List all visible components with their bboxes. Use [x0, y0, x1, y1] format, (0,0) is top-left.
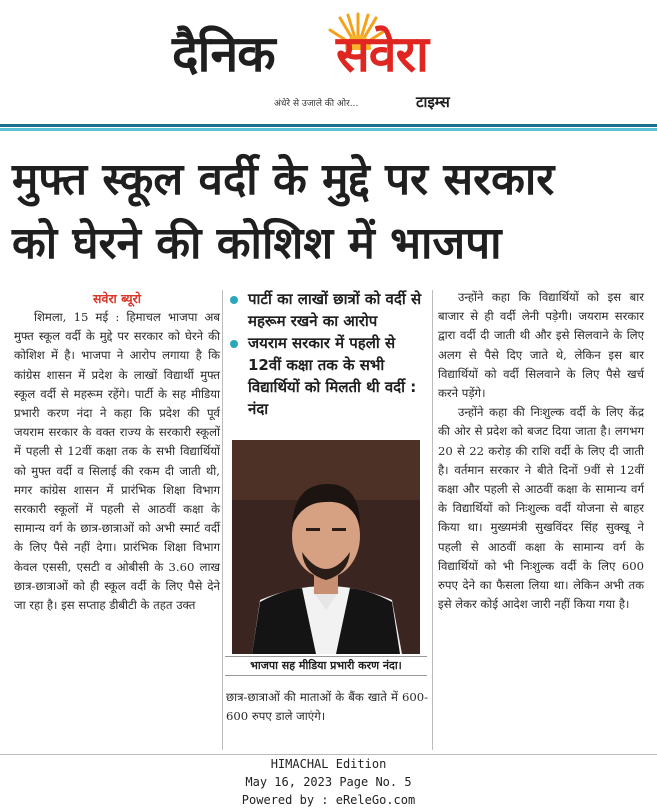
masthead-rule: [0, 124, 657, 127]
photo-caption: भाजपा सह मीडिया प्रभारी करण नंदा।: [225, 656, 427, 676]
bullet-icon: [230, 296, 238, 304]
highlights-box: [228, 288, 428, 420]
byline: सवेरा ब्यूरो: [93, 291, 141, 306]
highlight-item: [228, 332, 428, 420]
column-divider: [222, 290, 223, 750]
bullet-icon: [230, 340, 238, 348]
column3-paragraph-1: उन्होंने कहा कि विद्यार्थियों को इस बार बाजार से ही वर्दी लेनी पड़ेगी। जयराम सरकार द्वारा वर्दी दी जाती थी और इसे सिलवाने के लिए अलग से पैसे दिए जाते थे, लेकिन इस बार विद्यार्थियों को वर्दी सिलवाने के लिए पैसे खर्च करने पड़ेंगे।: [438, 290, 644, 401]
column3-paragraph-2: उन्होंने कहा की निःशुल्क वर्दी के लिए केंद्र की ओर से प्रदेश को बजट दिया जाता है। लगभग 20 से 22 करोड़ की राशि वर्दी के लिए दी जाती है। वर्तमान सरकार ने बीते दिनों 9वीं से 12वीं कक्षा और पहली से आठवीं कक्षा के सामान्य वर्ग के विद्यार्थियों को निःशुल्क वर्दी योजना से बाहर किया था। मुख्यमंत्री सुखविंदर सिंह सुक्खू ने पहली से आठवीं कक्षा के सामान्य वर्ग के विद्यार्थियों को भी निःशुल्क वर्दी के लिए 600 रुपए देने का फैसला लिया था। लेकिन अभी तक इसे लेकर कोई आदेश जारी नहीं किया गया है।: [438, 405, 644, 612]
footer-powered-by: Powered by : eReleGo.com: [241, 793, 416, 807]
article-column-2: [226, 688, 428, 726]
column2-paragraph: छात्र-छात्राओं की माताओं के बैंक खाते में 600-600 रुपए डाले जाएंगे।: [226, 690, 428, 724]
footer: [0, 755, 657, 809]
footer-date-page: May 16, 2023 Page No. 5: [245, 775, 412, 789]
masthead-tagline: अंधेरे से उजाले की ओर...: [274, 99, 359, 109]
masthead: [0, 0, 657, 118]
column1-paragraph: शिमला, 15 मई : हिमाचल भाजपा अब मुफ्त स्कूल वर्दी के मुद्दे पर सरकार को घेरने की कोशिश में है। भाजपा ने आरोप लगाया है कि कांग्रेस शासन में प्रदेश के लाखों विद्यार्थी मुफ्त स्कूल वर्दी से महरूम रहेंगे। पार्टी के सह मीडिया प्रभारी करण नंदा ने कहा कि प्रदेश की पूर्व जयराम सरकार के वक्त राज्य के सरकारी स्कूलों में पहली से 12वीं कक्षा तक के सभी विद्यार्थियों को मुफ्त वर्दी व सिलाई की रकम दी जाती थी, मगर कांग्रेस शासन में प्रारंभिक शिक्षा विभाग सरकारी स्कूलों में पहली से आठवीं कक्षा के सामान्य वर्ग के छात्र-छात्राओं को अभी स्मार्ट वर्दी के लिए पैसे नहीं देगा। प्रारंभिक शिक्षा विभाग केवल एससी, एसटी व ओबीसी के 3.60 लाख छात्र-छात्राओं को ही स्कूल वर्दी के लिए पैसे देने जा रहा है। इस सप्ताह डीबीटी के तहत उक्त: [14, 310, 220, 613]
article-column-3: [438, 288, 644, 614]
masthead-rule-accent: [0, 128, 657, 131]
column-divider: [432, 290, 433, 750]
headline-line-2: को घेरने की कोशिश में भाजपा: [12, 218, 502, 269]
headline-line-1: मुफ्त स्कूल वर्दी के मुद्दे पर सरकार: [12, 154, 555, 205]
masthead-name-part2: सवेरा: [336, 25, 428, 83]
highlight-text: पार्टी का लाखों छात्रों को वर्दी से महरूम रखने का आरोप: [248, 290, 422, 330]
footer-edition: HIMACHAL Edition: [270, 757, 387, 771]
article-column-1: [14, 290, 220, 615]
masthead-name-part1: दैनिक: [172, 25, 275, 83]
masthead-suffix: टाइम्स: [416, 93, 450, 111]
portrait-illustration: [232, 440, 420, 654]
highlight-text: जयराम सरकार में पहली से 12वीं कक्षा तक के सभी विद्यार्थियों को मिलती थी वर्दी : नंदा: [248, 334, 417, 418]
portrait-photo: [232, 440, 420, 654]
highlight-item: [228, 288, 428, 332]
